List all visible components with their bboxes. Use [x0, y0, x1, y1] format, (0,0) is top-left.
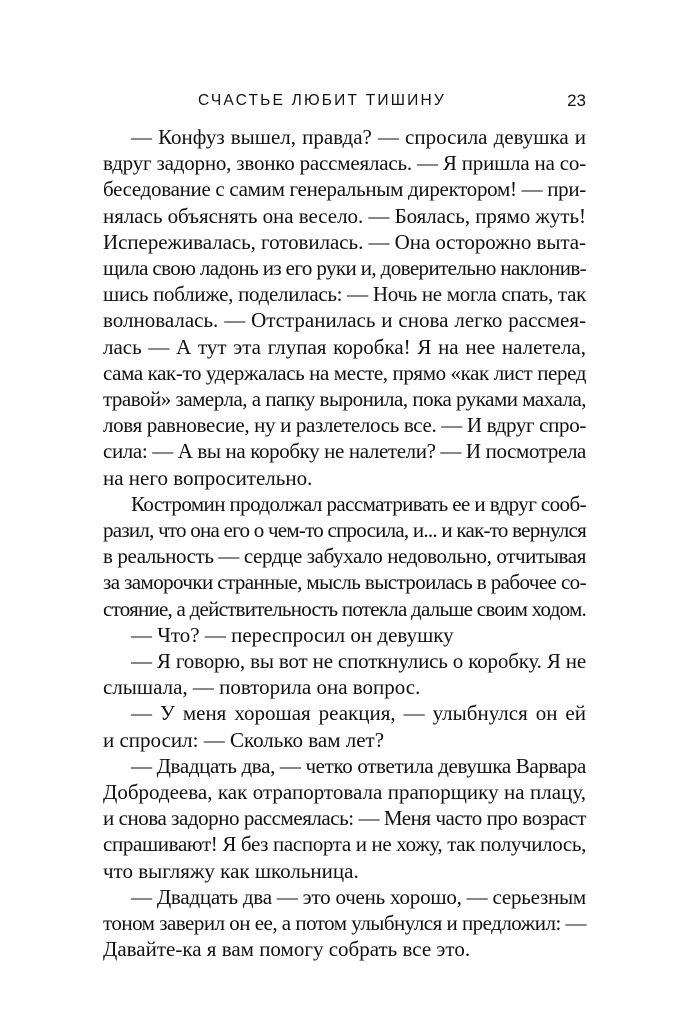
- text-line: — Конфуз вышел, правда? — спросила девушка и: [131, 125, 586, 149]
- text-line: спрашивают! Я без паспорта и не хожу, так получилось,: [103, 832, 586, 857]
- text-line: нялась объяснять она весело. — Боялась, прямо жуть!: [103, 203, 586, 228]
- text-line: Испереживалась, готовилась. — Она осторожно выта-: [103, 229, 586, 254]
- text-line: — У меня хорошая реакция, — улыбнулся он ей: [131, 701, 586, 726]
- body-text: [103, 124, 586, 963]
- paragraph: [103, 648, 586, 700]
- text-line: стояние, а действительность потекла дальше своим ходом.: [103, 596, 587, 621]
- paragraph: [103, 700, 586, 752]
- text-line: тоном заверил он ее, а потом улыбнулся и предложил: —: [103, 911, 586, 936]
- text-line: щила свою ладонь из его руки и, доверительно наклонив-: [103, 256, 587, 281]
- text-line: сила: — А вы на коробку не налетели? — И посмотрела: [103, 439, 586, 464]
- text-line: разил, что она его о чем-то спросила, и... и как-то вернулся: [103, 518, 587, 543]
- text-line: — Двадцать два — это очень хорошо, — серьезным: [131, 884, 586, 909]
- text-line: лась — А тут эта глупая коробка! Я на нее налетела,: [103, 334, 586, 359]
- text-line: за заморочки странные, мысль выстроилась в рабочее со-: [103, 570, 586, 595]
- text-line: на него вопросительно.: [103, 465, 313, 490]
- paragraph: [103, 884, 586, 963]
- text-line: что выгляжу как школьница.: [103, 858, 359, 883]
- page-number: 23: [567, 91, 586, 110]
- text-line: Костромин продолжал рассматривать ее и вдруг сооб-: [131, 491, 586, 516]
- text-line: слышала, — повторила она вопрос.: [103, 675, 421, 700]
- text-line: и снова задорно рассмеялась: — Меня часто про возраст: [103, 806, 586, 831]
- text-line: и спросил: — Сколько вам лет?: [103, 727, 385, 752]
- text-line: беседование с самим генеральным директором! — при-: [103, 177, 586, 202]
- paragraph: [103, 124, 586, 491]
- paragraph: [103, 753, 586, 884]
- text-line: сама как-то удержалась на месте, прямо «как лист перед: [103, 360, 586, 385]
- text-line: вдруг задорно, звонко рассмеялась. — Я пришла на со-: [103, 151, 587, 176]
- text-line: Добродеева, как отрапортовала прапорщику на плацу,: [103, 780, 586, 805]
- paragraph: [103, 622, 586, 648]
- text-line: травой» замерла, а папку выронила, пока руками махала,: [103, 387, 587, 412]
- paragraph: [103, 491, 586, 622]
- running-title: СЧАСТЬЕ ЛЮБИТ ТИШИНУ: [198, 92, 446, 109]
- text-line: в реальность — сердце забухало недовольно, отчитывая: [103, 544, 587, 569]
- text-line: — Двадцать два, — четко ответила девушка Варвара: [131, 753, 586, 778]
- text-line: Давайте-ка я вам помогу собрать все это.: [103, 937, 471, 962]
- text-line: ловя равновесие, ну и разлетелось все. — И вдруг спро-: [103, 413, 587, 438]
- running-head: [103, 88, 586, 114]
- text-line: — Что? — переспросил он девушку: [131, 622, 454, 647]
- text-line: волновалась. — Отстранилась и снова легко рассмея-: [103, 308, 586, 333]
- text-line: — Я говорю, вы вот не споткнулись о коробку. Я не: [131, 649, 587, 674]
- text-line: шись поближе, поделилась: — Ночь не могла спать, так: [103, 282, 586, 307]
